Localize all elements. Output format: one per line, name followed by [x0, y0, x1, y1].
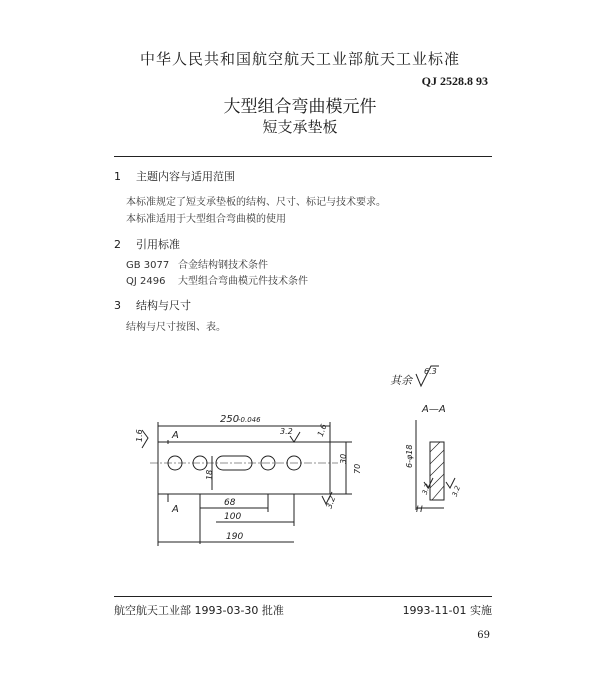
header-rule	[114, 156, 492, 157]
svg-text:6.3: 6.3	[424, 367, 437, 376]
svg-text:30: 30	[339, 453, 348, 464]
section-2-heading: 2 引用标准	[114, 238, 180, 251]
approval-note: 航空航天工业部 1993-03-30 批准	[114, 604, 284, 617]
section-3-heading: 3 结构与尺寸	[114, 299, 191, 312]
section-1-para-1: 本标准规定了短支承垫板的结构、尺寸、标记与技术要求。	[126, 197, 386, 208]
svg-text:68: 68	[224, 498, 236, 508]
svg-text:A: A	[172, 504, 179, 515]
finish-note: 其余	[390, 374, 412, 387]
svg-text:100: 100	[224, 512, 242, 522]
section-3-para-1: 结构与尺寸按图、表。	[126, 322, 226, 333]
svg-text:3.2: 3.2	[420, 482, 433, 496]
svg-text:190: 190	[226, 532, 244, 542]
svg-text:6-φ18: 6-φ18	[405, 444, 414, 468]
svg-text:1.6: 1.6	[135, 429, 144, 442]
svg-text:3.2: 3.2	[324, 494, 338, 510]
page-number: 69	[477, 630, 490, 641]
section-1-para-2: 本标准适用于大型组合弯曲模的使用	[126, 214, 286, 225]
svg-text:H: H	[416, 505, 423, 515]
section-label: A—A	[422, 404, 446, 415]
plate-front-view	[158, 442, 330, 494]
document-title: 大型组合弯曲模元件	[223, 97, 377, 117]
svg-text:A: A	[172, 430, 179, 441]
footer-rule	[114, 596, 492, 597]
standard-number: QJ 2528.8 93	[421, 74, 488, 88]
svg-text:-0.046: -0.046	[238, 416, 261, 424]
svg-text:3.2: 3.2	[450, 484, 463, 498]
effective-date: 1993-11-01 实施	[402, 604, 492, 617]
svg-text:18: 18	[205, 469, 214, 480]
document-subtitle: 短支承垫板	[262, 118, 338, 136]
reference-1: GB 3077 合金结构钢技术条件	[126, 260, 268, 271]
dim-250: 250	[220, 414, 240, 425]
technical-drawing	[120, 360, 480, 560]
svg-text:70: 70	[353, 463, 362, 474]
svg-text:1.6: 1.6	[315, 422, 329, 438]
plate-section-view	[430, 442, 444, 500]
section-1-heading: 1 主题内容与适用范围	[114, 170, 235, 183]
reference-2: QJ 2496 大型组合弯曲模元件技术条件	[126, 276, 308, 287]
issuer-header: 中华人民共和国航空航天工业部航天工业标准	[139, 50, 460, 68]
svg-text:3.2: 3.2	[280, 427, 293, 436]
